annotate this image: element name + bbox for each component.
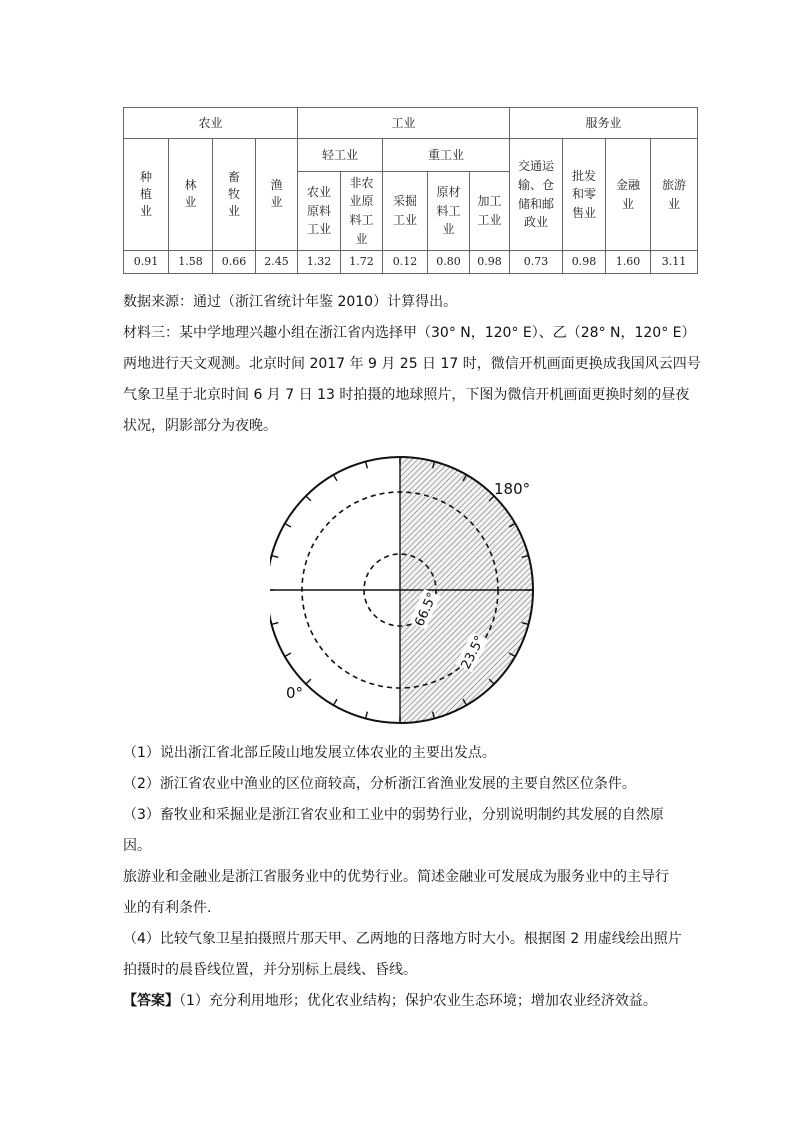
tick-mark xyxy=(285,653,291,657)
header-non-agri-raw: 非农业原料工业 xyxy=(341,172,383,251)
header-wholesale: 批发和零售业 xyxy=(563,139,606,251)
answer-text: （1）充分利用地形；优化农业结构；保护农业生态环境；增加农业经济效益。 xyxy=(179,993,657,1009)
question-3-line-2: 因。 xyxy=(123,838,151,854)
polar-day-night-diagram xyxy=(270,450,570,740)
value-non-agri-raw: 1.72 xyxy=(341,251,383,274)
material-three-line-3: 气象卫星于北京时间 6 月 7 日 13 时拍摄的地球照片，下图为微信开机画面更换时刻的昼夜 xyxy=(123,387,690,403)
material-three-line-1: 材料三：某中学地理兴趣小组在浙江省内选择甲（30° N，120° E）、乙（28° N，120° E） xyxy=(123,325,696,341)
header-transport: 交通运输、仓储和邮政业 xyxy=(510,139,563,251)
material-three-line-4: 状况，阴影部分为夜晚。 xyxy=(123,418,277,434)
header-livestock: 畜牧业 xyxy=(213,139,256,251)
value-tourism: 3.11 xyxy=(651,251,698,274)
tick-mark xyxy=(366,462,368,469)
location-quotient-table xyxy=(123,107,698,274)
tick-mark xyxy=(272,556,279,558)
value-raw-material: 0.80 xyxy=(428,251,470,274)
value-mining: 0.12 xyxy=(383,251,428,274)
question-2: （2）浙江省农业中渔业的区位商较高，分析浙江省渔业发展的主要自然区位条件。 xyxy=(123,776,636,792)
tick-mark xyxy=(306,496,311,501)
label-180: 180° xyxy=(494,480,531,498)
header-planting: 种植业 xyxy=(124,139,169,251)
header-forestry: 林业 xyxy=(169,139,213,251)
label-0: 0° xyxy=(286,684,304,702)
header-processing: 加工工业 xyxy=(470,172,510,251)
value-finance: 1.60 xyxy=(606,251,651,274)
data-source-note: 数据来源：通过（浙江省统计年鉴 2010）计算得出。 xyxy=(123,294,458,310)
header-fishery: 渔业 xyxy=(256,139,298,251)
value-fishery: 2.45 xyxy=(256,251,298,274)
value-agri-raw: 1.32 xyxy=(298,251,341,274)
value-processing: 0.98 xyxy=(470,251,510,274)
value-forestry: 1.58 xyxy=(169,251,213,274)
header-raw-material: 原材料工业 xyxy=(428,172,470,251)
header-mining: 采掘工业 xyxy=(383,172,428,251)
value-wholesale: 0.98 xyxy=(563,251,606,274)
tick-mark xyxy=(334,699,338,705)
header-tourism: 旅游业 xyxy=(651,139,698,251)
value-planting: 0.91 xyxy=(124,251,169,274)
question-3-line-1: （3）畜牧业和采掘业是浙江省农业和工业中的弱势行业，分别说明制约其发展的自然原 xyxy=(123,807,664,823)
header-agriculture: 农业 xyxy=(124,108,298,139)
header-industry: 工业 xyxy=(298,108,510,139)
question-4-line-2: 拍摄时的晨昏线位置，并分别标上晨线、昏线。 xyxy=(123,962,417,978)
header-agri-raw: 农业原料工业 xyxy=(298,172,341,251)
tick-mark xyxy=(285,524,291,528)
header-heavy-industry: 重工业 xyxy=(383,139,510,172)
question-3b-line-1: 旅游业和金融业是浙江省服务业中的优势行业。简述金融业可发展成为服务业中的主导行 xyxy=(123,869,669,885)
header-light-industry: 轻工业 xyxy=(298,139,383,172)
question-4-line-1: （4）比较气象卫星拍摄照片那天甲、乙两地的日落地方时大小。根据图 2 用虚线绘出照片 xyxy=(123,931,682,947)
question-3b-line-2: 业的有利条件. xyxy=(123,900,212,916)
tick-mark xyxy=(306,679,311,684)
question-1: （1）说出浙江省北部丘陵山地发展立体农业的主要出发点。 xyxy=(123,745,496,761)
header-finance: 金融业 xyxy=(606,139,651,251)
value-livestock: 0.66 xyxy=(213,251,256,274)
tick-mark xyxy=(334,475,338,481)
answer-line xyxy=(123,991,683,1011)
header-service: 服务业 xyxy=(510,108,698,139)
tick-mark xyxy=(272,623,279,625)
material-three-line-2: 两地进行天文观测。北京时间 2017 年 9 月 25 日 17 时，微信开机画面更换成我国风云四号 xyxy=(123,356,701,372)
label-66-5: 66.5° xyxy=(412,590,441,629)
tick-mark xyxy=(366,712,368,719)
answer-tag: 【答案】 xyxy=(123,993,179,1009)
label-23-5: 23.5° xyxy=(458,633,489,672)
value-transport: 0.73 xyxy=(510,251,563,274)
